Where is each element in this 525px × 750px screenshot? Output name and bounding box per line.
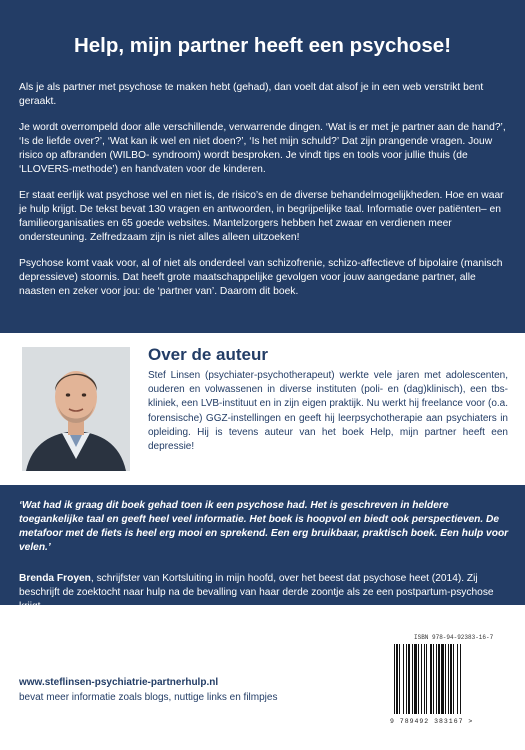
testimonial-credit	[19, 572, 509, 614]
blurb-text	[19, 81, 509, 311]
book-title: Help, mijn partner heeft een psychose!	[73, 34, 452, 57]
cover-blurb-panel	[0, 0, 525, 333]
author-portrait-image	[22, 347, 130, 471]
barcode-image	[392, 644, 490, 716]
website-link[interactable]: www.steflinsen-psychiatrie-partnerhulp.nl	[19, 677, 219, 688]
isbn-label: ISBN 978-94-92383-16-7	[414, 634, 494, 641]
isbn-barcode	[370, 632, 502, 732]
barcode-digits: 9 789492 383167 >	[390, 718, 474, 725]
testimonial-quote: ‘Wat had ik graag dit boek gehad toen ik een psychose had. Het is geschreven in heldere toegankelijke taal en geeft heel veel informatie. Het boek is hoopvol en biedt ook perspectieven. De metafoor met de fiets is heel erg mooi en sprekend. Een erg bruikbaar, praktisch boek. Een hulp voor velen.’	[19, 500, 509, 553]
author-heading: Over de auteur	[148, 345, 268, 364]
blurb-paragraph: Psychose komt vaak voor, al of niet als onderdeel van schizofrenie, schizo-affectieve of bipolaire (manisch depressieve) stoornis. Dat heeft grote maatschappelijke gevolgen voor jouw aangedane partner, alle naasten en zeker voor jou: de ‘partner van’. Daarom dit boek.	[19, 258, 503, 297]
testimonial-author: Brenda Froyen	[19, 573, 91, 584]
blurb-paragraph: Als je als partner met psychose te maken hebt (gehad), dan voelt dat alsof je in een web verstrikt bent geraakt.	[19, 82, 484, 107]
blurb-paragraph: Er staat eerlijk wat psychose wel en niet is, de risico’s en de diverse behandelmogelijkheden. Hoe en waar je hulp krijgt. De tekst bevat 130 vragen en antwoorden, in begrijpelijke taal. Informatie over patiënten– en familieorganisaties en 65 goede websites. Mantelzorgers hebben het zwaar en verdienen meer ondersteuning. Zelfredzaam zijn is niet alles alleen uitzoeken!	[19, 190, 504, 243]
author-photo	[22, 347, 130, 471]
website-info: bevat meer informatie zoals blogs, nuttige links en filmpjes	[19, 692, 278, 703]
testimonial-panel	[0, 485, 525, 612]
testimonial-description: , schrijfster van Kortsluiting in mijn hoofd, over het beest dat psychose heet (2014). Zij beschrijft de zoektocht naar hulp na de bevalling van haar derde zoontje als ze een postpartum-psychose krijgt.	[19, 573, 494, 612]
author-bio: Stef Linsen (psychiater-psychotherapeut) werkte vele jaren met adolescenten, ouderen en volwassenen in diverse instituten (poli- en (dag)klinisch), een tbs-kliniek, een LVB-instituut en in zijn eigen praktijk. Nu werkt hij freelance voor (o.a. forensische) GGZ-instellingen en geeft hij leerpsychotherapie aan psychiaters in opleiding. Hij is tevens auteur van het boek Help, mijn partner heeft een depressie!	[148, 370, 508, 453]
author-section	[0, 333, 525, 485]
blurb-paragraph: Je wordt overrompeld door alle verschillende, verwarrende dingen. ‘Wat is er met je partner aan de hand?’, ‘Is de liefde over?’, ‘Wat kan ik wel en niet doen?’, ‘Is het mijn schuld?’ Dat zijn prangende vragen. Jouw risico op afbranden (WILBO- syndroom) wordt besproken. Je vindt tips en tools voor jullie thuis (de ‘LLOVERS-methode’) en handvaten voor de kinderen.	[19, 122, 506, 175]
